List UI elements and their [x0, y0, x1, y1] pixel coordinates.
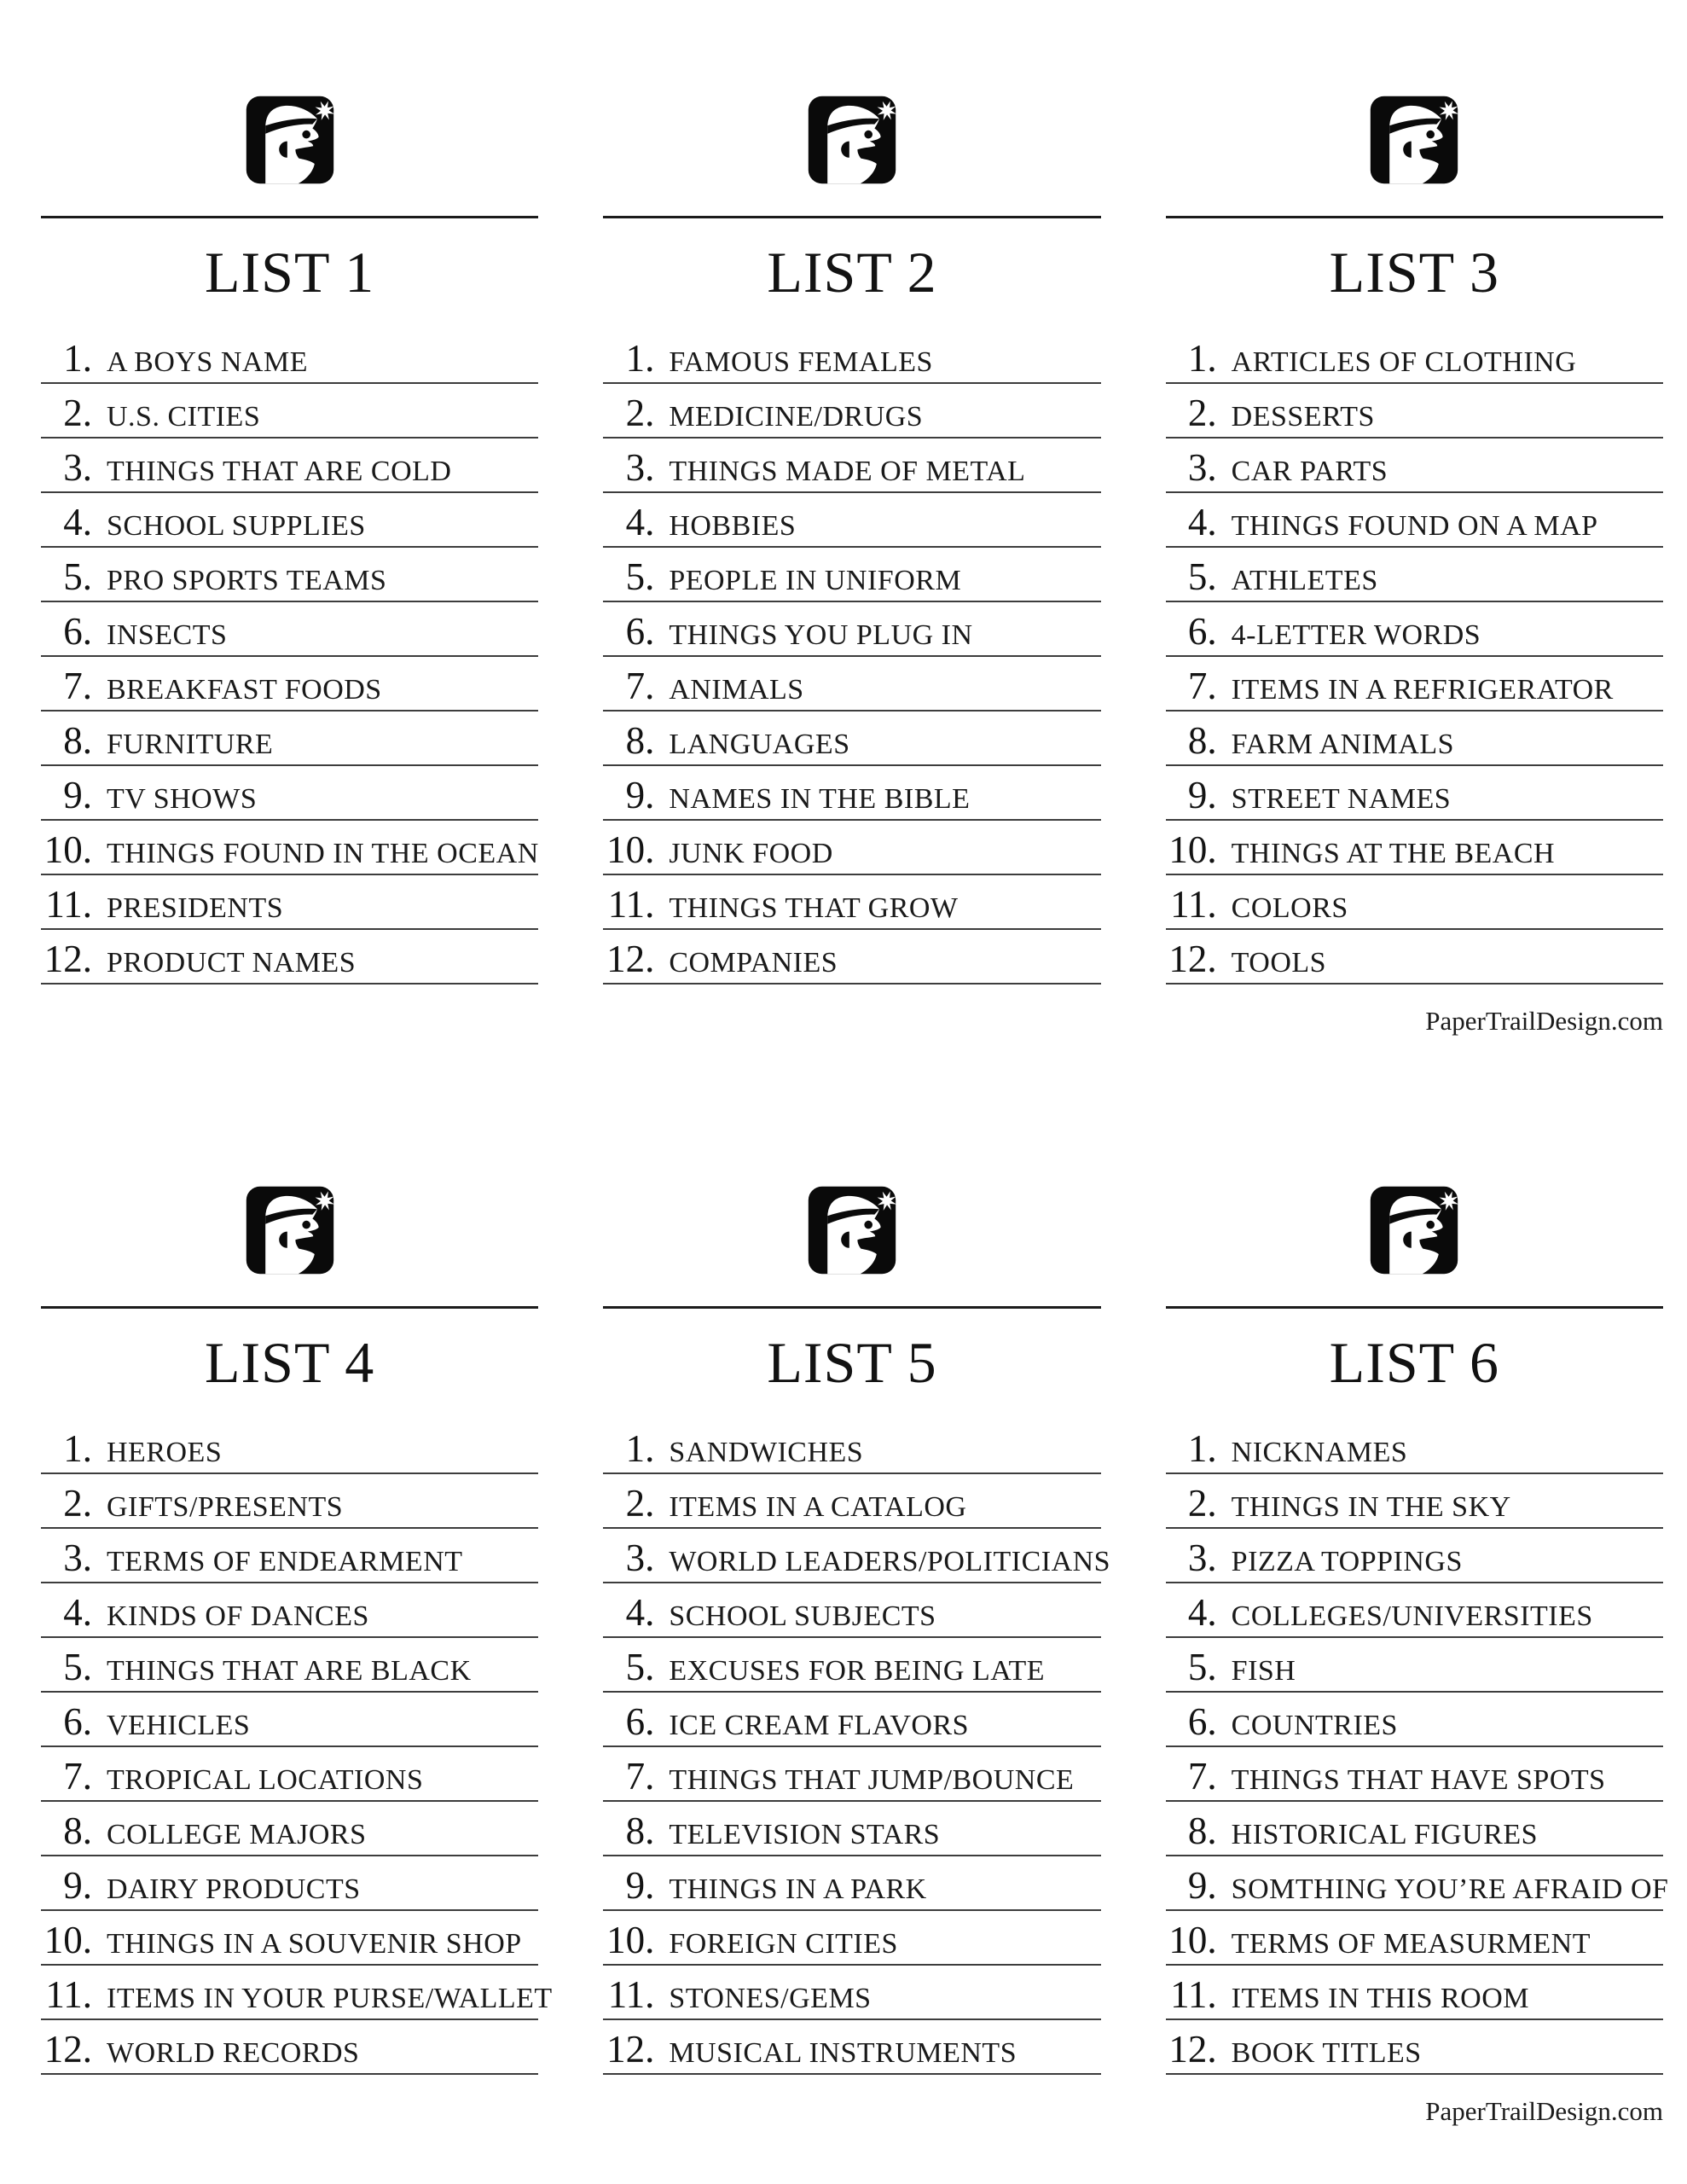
logo: [603, 92, 1100, 188]
item-label: THINGS YOU PLUG IN: [669, 619, 973, 651]
list-item: [1166, 329, 1663, 384]
item-label: HISTORICAL FIGURES: [1231, 1819, 1539, 1850]
list-item: [41, 1966, 553, 2020]
items-list: [603, 1420, 1111, 2075]
item-number: 5.: [1187, 1646, 1217, 1688]
item-number: 4.: [63, 1591, 92, 1634]
item-number: 6.: [1187, 1700, 1217, 1743]
item-label: WORLD LEADERS/POLITICIANS: [669, 1546, 1111, 1577]
header-divider: [1166, 1306, 1663, 1309]
list-item: [603, 1911, 1100, 1966]
item-number: 6.: [1187, 610, 1217, 653]
logo: [1166, 92, 1663, 188]
item-label: MUSICAL INSTRUMENTS: [669, 2037, 1017, 2069]
list-item: [1166, 1911, 1663, 1966]
list-item: [41, 493, 538, 548]
item-number: 5.: [1187, 555, 1217, 598]
item-label: FARM ANIMALS: [1231, 729, 1455, 760]
item-label: ANIMALS: [669, 674, 804, 706]
list-item: [41, 602, 538, 657]
list-item: [603, 821, 1100, 875]
face-profile-star-logo-icon: [804, 92, 900, 188]
list-item: [603, 1529, 1111, 1583]
list-item: [41, 1529, 538, 1583]
list-item: [41, 1693, 538, 1747]
item-number: 3.: [625, 1536, 655, 1579]
item-label: PRESIDENTS: [107, 892, 284, 924]
item-number: 9.: [63, 1864, 92, 1907]
item-label: BOOK TITLES: [1231, 2037, 1422, 2069]
item-number: 2.: [63, 1482, 92, 1525]
item-number: 4.: [1187, 501, 1217, 543]
item-number: 6.: [625, 610, 655, 653]
items-list: [1166, 1420, 1669, 2075]
item-label: THINGS FOUND IN THE OCEAN: [107, 838, 539, 869]
item-number: 9.: [63, 774, 92, 816]
logo: [41, 1182, 538, 1278]
logo: [1166, 1182, 1663, 1278]
item-number: 4.: [625, 1591, 655, 1634]
face-profile-star-logo-icon: [1366, 92, 1462, 188]
item-number: 4.: [625, 501, 655, 543]
list-item: [1166, 548, 1663, 602]
item-label: PRO SPORTS TEAMS: [107, 565, 387, 596]
item-number: 12.: [606, 2028, 655, 2071]
list-item: [1166, 930, 1663, 985]
header-divider: [603, 216, 1100, 218]
item-number: 1.: [63, 337, 92, 380]
item-label: ARTICLES OF CLOTHING: [1231, 346, 1577, 378]
list-item: [41, 1747, 538, 1802]
item-label: VEHICLES: [107, 1710, 251, 1741]
item-label: EXCUSES FOR BEING LATE: [669, 1655, 1046, 1687]
list-item: [41, 1638, 538, 1693]
list-item: [603, 1420, 1100, 1474]
list-item: [1166, 821, 1663, 875]
item-label: ITEMS IN THIS ROOM: [1231, 1983, 1529, 2014]
item-number: 8.: [63, 1809, 92, 1852]
list-item: [603, 657, 1100, 712]
item-number: 5.: [63, 1646, 92, 1688]
list-item: [41, 657, 538, 712]
list-item: [1166, 766, 1663, 821]
list-item: [41, 821, 538, 875]
list-item: [41, 1856, 538, 1911]
item-number: 7.: [63, 665, 92, 707]
item-number: 10.: [43, 828, 92, 871]
item-number: 7.: [1187, 1755, 1217, 1798]
item-label: HOBBIES: [669, 510, 797, 542]
list-item: [41, 384, 538, 439]
item-number: 11.: [607, 883, 655, 926]
item-number: 1.: [1187, 337, 1217, 380]
item-label: BREAKFAST FOODS: [107, 674, 382, 706]
list-item: [1166, 1802, 1663, 1856]
list-item: [603, 1693, 1100, 1747]
item-label: TELEVISION STARS: [669, 1819, 941, 1850]
face-profile-star-logo-icon: [242, 1182, 338, 1278]
list-item: [1166, 1583, 1663, 1638]
face-profile-star-logo-icon: [1366, 1182, 1462, 1278]
header-divider: [41, 1306, 538, 1309]
list-item: [603, 712, 1100, 766]
items-list: [1166, 329, 1663, 985]
item-label: STONES/GEMS: [669, 1983, 872, 2014]
list-item: [41, 1474, 538, 1529]
list-item: [1166, 1693, 1663, 1747]
item-label: TERMS OF ENDEARMENT: [107, 1546, 463, 1577]
logo: [41, 92, 538, 188]
item-number: 8.: [1187, 719, 1217, 762]
item-label: CAR PARTS: [1231, 456, 1388, 487]
list-item: [41, 1420, 538, 1474]
item-number: 8.: [1187, 1809, 1217, 1852]
list-item: [603, 1856, 1100, 1911]
item-label: STREET NAMES: [1231, 783, 1452, 815]
item-number: 9.: [1187, 774, 1217, 816]
item-label: THINGS THAT ARE COLD: [107, 456, 452, 487]
item-number: 2.: [63, 392, 92, 434]
list-item: [603, 1747, 1100, 1802]
list-item: [41, 1802, 538, 1856]
list-card: [0, 1182, 562, 2075]
item-label: THINGS IN A SOUVENIR SHOP: [107, 1928, 522, 1960]
item-number: 9.: [625, 774, 655, 816]
item-number: 3.: [63, 1536, 92, 1579]
item-number: 5.: [625, 555, 655, 598]
item-number: 12.: [1168, 2028, 1217, 2071]
list-item: [1166, 2020, 1663, 2075]
item-label: NAMES IN THE BIBLE: [669, 783, 971, 815]
list-item: [41, 329, 538, 384]
item-label: THINGS FOUND ON A MAP: [1231, 510, 1598, 542]
item-label: FISH: [1231, 1655, 1296, 1687]
item-label: THINGS THAT HAVE SPOTS: [1231, 1764, 1606, 1796]
list-item: [41, 2020, 538, 2075]
site-watermark: PaperTrailDesign.com: [1425, 2096, 1663, 2126]
list-item: [41, 1911, 538, 1966]
item-number: 2.: [1187, 1482, 1217, 1525]
item-label: PEOPLE IN UNIFORM: [669, 565, 962, 596]
item-number: 7.: [1187, 665, 1217, 707]
list-item: [41, 712, 538, 766]
item-label: ITEMS IN A CATALOG: [669, 1491, 967, 1523]
item-number: 10.: [1168, 828, 1217, 871]
item-number: 12.: [43, 2028, 92, 2071]
list-item: [603, 548, 1100, 602]
list-item: [603, 930, 1100, 985]
item-number: 5.: [63, 555, 92, 598]
item-label: THINGS AT THE BEACH: [1231, 838, 1556, 869]
item-number: 8.: [625, 719, 655, 762]
item-label: INSECTS: [107, 619, 228, 651]
list-item: [603, 602, 1100, 657]
item-label: SOMTHING YOU’RE AFRAID OF: [1231, 1873, 1669, 1905]
item-number: 11.: [45, 883, 92, 926]
item-label: THINGS IN THE SKY: [1231, 1491, 1511, 1523]
list-item: [41, 766, 538, 821]
list-item: [603, 766, 1100, 821]
item-number: 10.: [43, 1919, 92, 1961]
item-number: 6.: [63, 610, 92, 653]
item-number: 3.: [63, 446, 92, 489]
item-label: JUNK FOOD: [669, 838, 833, 869]
item-number: 1.: [625, 1427, 655, 1470]
item-number: 9.: [1187, 1864, 1217, 1907]
item-number: 11.: [607, 1973, 655, 2016]
item-label: TERMS OF MEASURMENT: [1231, 1928, 1591, 1960]
item-number: 10.: [1168, 1919, 1217, 1961]
item-number: 3.: [1187, 446, 1217, 489]
list-item: [1166, 1856, 1669, 1911]
list-item: [1166, 1747, 1663, 1802]
item-number: 11.: [45, 1973, 92, 2016]
item-label: U.S. CITIES: [107, 401, 261, 433]
list-card: [562, 1182, 1124, 2075]
item-label: FOREIGN CITIES: [669, 1928, 898, 1960]
header-divider: [41, 216, 538, 218]
list-item: [41, 439, 538, 493]
list-item: [603, 493, 1100, 548]
item-label: SCHOOL SUBJECTS: [669, 1600, 936, 1632]
list-item: [603, 329, 1100, 384]
item-label: NICKNAMES: [1231, 1437, 1408, 1468]
list-item: [41, 930, 538, 985]
item-number: 3.: [625, 446, 655, 489]
item-number: 11.: [1170, 883, 1217, 926]
item-label: TV SHOWS: [107, 783, 258, 815]
lists-row-top: [0, 92, 1687, 1036]
list-card: [0, 92, 562, 985]
list-item: [603, 1638, 1100, 1693]
item-number: 8.: [625, 1809, 655, 1852]
list-item: [603, 875, 1100, 930]
list-item: [603, 1583, 1100, 1638]
item-label: HEROES: [107, 1437, 223, 1468]
list-title: LIST 2: [767, 240, 937, 305]
list-title: LIST 6: [1329, 1330, 1499, 1395]
item-label: ATHLETES: [1231, 565, 1378, 596]
item-label: THINGS IN A PARK: [669, 1873, 927, 1905]
list-item: [1166, 602, 1663, 657]
item-number: 6.: [63, 1700, 92, 1743]
item-number: 1.: [63, 1427, 92, 1470]
item-label: TOOLS: [1231, 947, 1327, 979]
list-title: LIST 3: [1329, 240, 1499, 305]
list-item: [1166, 493, 1663, 548]
item-number: 6.: [625, 1700, 655, 1743]
item-label: DAIRY PRODUCTS: [107, 1873, 361, 1905]
item-label: SCHOOL SUPPLIES: [107, 510, 366, 542]
item-number: 2.: [625, 392, 655, 434]
face-profile-star-logo-icon: [242, 92, 338, 188]
list-item: [1166, 439, 1663, 493]
item-label: COLORS: [1231, 892, 1348, 924]
list-item: [41, 548, 538, 602]
list-item: [603, 1966, 1100, 2020]
item-number: 12.: [1168, 938, 1217, 980]
list-item: [603, 1802, 1100, 1856]
item-number: 5.: [625, 1646, 655, 1688]
list-title: LIST 5: [767, 1330, 937, 1395]
items-list: [41, 329, 538, 985]
list-item: [1166, 657, 1663, 712]
item-label: COLLEGE MAJORS: [107, 1819, 367, 1850]
item-label: ICE CREAM FLAVORS: [669, 1710, 970, 1741]
item-number: 9.: [625, 1864, 655, 1907]
item-label: FURNITURE: [107, 729, 274, 760]
item-label: THINGS THAT GROW: [669, 892, 959, 924]
list-item: [603, 2020, 1100, 2075]
list-item: [1166, 1474, 1663, 1529]
list-item: [603, 1474, 1100, 1529]
list-item: [603, 384, 1100, 439]
item-number: 7.: [625, 665, 655, 707]
list-item: [1166, 1420, 1663, 1474]
item-number: 3.: [1187, 1536, 1217, 1579]
item-label: ITEMS IN YOUR PURSE/WALLET: [107, 1983, 553, 2014]
item-number: 7.: [625, 1755, 655, 1798]
item-number: 4.: [63, 501, 92, 543]
item-label: COMPANIES: [669, 947, 838, 979]
list-card: [1125, 1182, 1687, 2126]
item-number: 4.: [1187, 1591, 1217, 1634]
item-label: MEDICINE/DRUGS: [669, 401, 924, 433]
item-label: DESSERTS: [1231, 401, 1375, 433]
item-label: COUNTRIES: [1231, 1710, 1398, 1741]
item-number: 12.: [606, 938, 655, 980]
item-number: 1.: [1187, 1427, 1217, 1470]
item-label: KINDS OF DANCES: [107, 1600, 369, 1632]
header-divider: [603, 1306, 1100, 1309]
list-item: [1166, 384, 1663, 439]
item-label: COLLEGES/UNIVERSITIES: [1231, 1600, 1593, 1632]
site-watermark: PaperTrailDesign.com: [1425, 1006, 1663, 1036]
list-item: [1166, 712, 1663, 766]
item-number: 2.: [1187, 392, 1217, 434]
lists-row-bottom: [0, 1182, 1687, 2126]
item-number: 1.: [625, 337, 655, 380]
item-number: 2.: [625, 1482, 655, 1525]
logo: [603, 1182, 1100, 1278]
item-label: SANDWICHES: [669, 1437, 864, 1468]
item-number: 8.: [63, 719, 92, 762]
list-card: [562, 92, 1124, 985]
item-label: THINGS THAT ARE BLACK: [107, 1655, 472, 1687]
item-number: 10.: [606, 1919, 655, 1961]
item-label: ITEMS IN A REFRIGERATOR: [1231, 674, 1614, 706]
list-item: [41, 875, 538, 930]
list-item: [1166, 1529, 1663, 1583]
item-label: FAMOUS FEMALES: [669, 346, 933, 378]
face-profile-star-logo-icon: [804, 1182, 900, 1278]
item-number: 11.: [1170, 1973, 1217, 2016]
item-label: A BOYS NAME: [107, 346, 308, 378]
item-number: 7.: [63, 1755, 92, 1798]
item-label: THINGS MADE OF METAL: [669, 456, 1026, 487]
item-label: PRODUCT NAMES: [107, 947, 357, 979]
item-label: THINGS THAT JUMP/BOUNCE: [669, 1764, 1075, 1796]
item-label: 4-LETTER WORDS: [1231, 619, 1481, 651]
list-title: LIST 4: [205, 1330, 375, 1395]
list-item: [1166, 1966, 1663, 2020]
item-label: WORLD RECORDS: [107, 2037, 360, 2069]
list-item: [1166, 875, 1663, 930]
item-label: GIFTS/PRESENTS: [107, 1491, 344, 1523]
items-list: [603, 329, 1100, 985]
list-title: LIST 1: [205, 240, 375, 305]
header-divider: [1166, 216, 1663, 218]
items-list: [41, 1420, 553, 2075]
item-number: 10.: [606, 828, 655, 871]
item-number: 12.: [43, 938, 92, 980]
list-item: [41, 1583, 538, 1638]
list-item: [1166, 1638, 1663, 1693]
item-label: TROPICAL LOCATIONS: [107, 1764, 424, 1796]
item-label: LANGUAGES: [669, 729, 850, 760]
list-item: [603, 439, 1100, 493]
item-label: PIZZA TOPPINGS: [1231, 1546, 1463, 1577]
list-card: [1125, 92, 1687, 1036]
